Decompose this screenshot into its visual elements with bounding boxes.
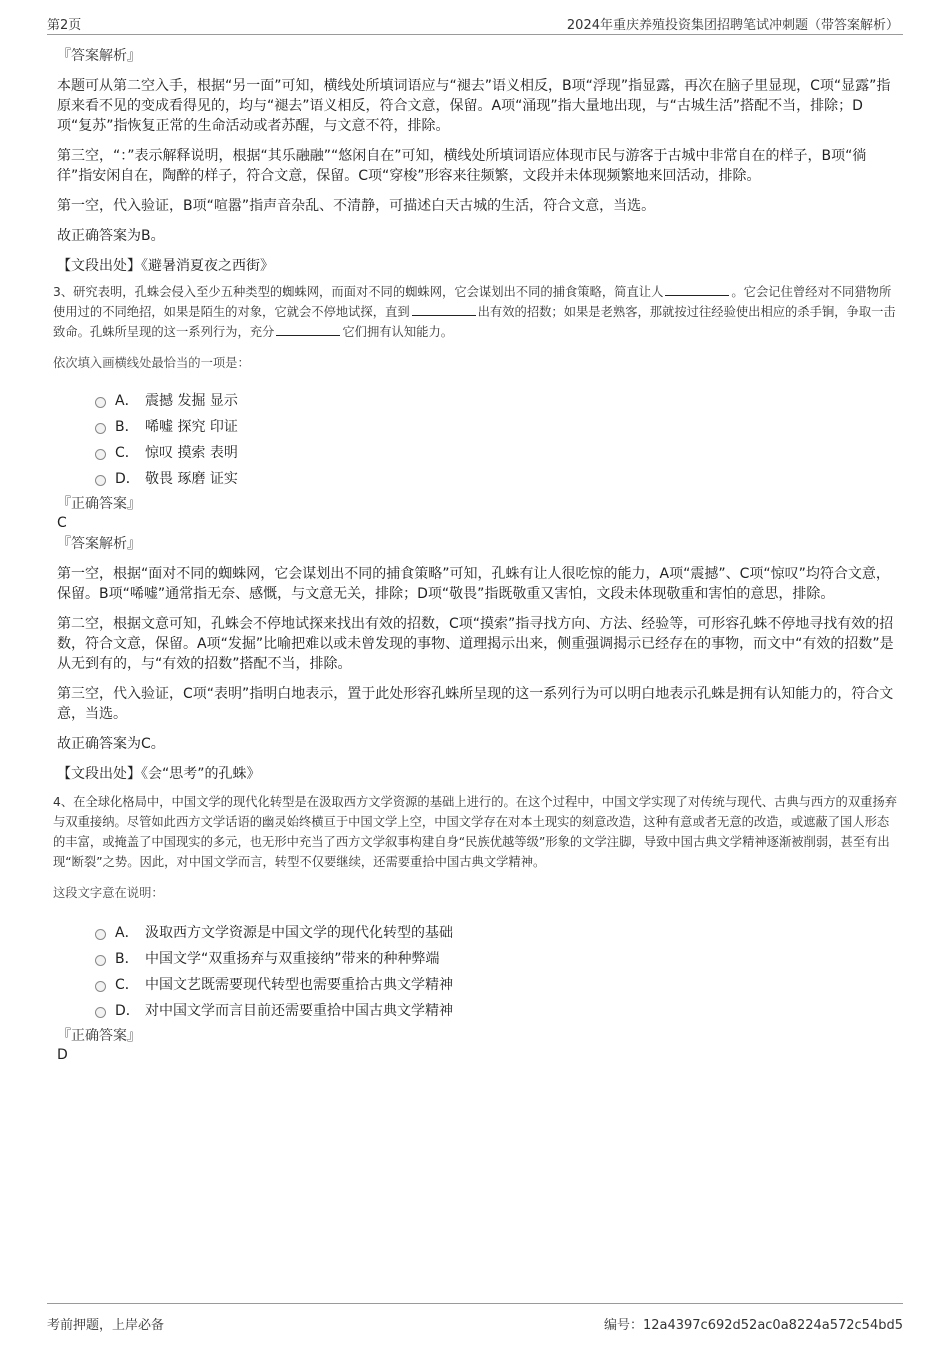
analysis-label: 『答案解析』	[57, 48, 141, 64]
option-b[interactable]: B． 中国文学“双重扬弃与双重接纳”带来的种种弊端	[95, 946, 897, 972]
document-body	[53, 46, 898, 1064]
correct-answer-label: 『正确答案』	[57, 1028, 141, 1044]
blank-3	[276, 323, 340, 336]
footer-slogan: 考前押题，上岸必备	[47, 1318, 165, 1333]
analysis-conclusion: 故正确答案为B。	[57, 228, 165, 244]
analysis-paragraph: 本题可从第二空入手，根据“另一面”可知，横线处所填词语应与“褪去”语义相反，B项“浮现”指显露，再次在脑子里显现，C项“显露”指原来看不见的变成看得见的，均与“褪去”语义相反，符合文意，保留。A项“涌现”指大量地出现，与“古城生活”搭配不当，排除；D项“复苏”指恢复正常的生命活动或者苏醒，与文意不符，排除。	[57, 78, 891, 134]
correct-answer: D	[57, 1047, 68, 1063]
question-3-options	[95, 388, 897, 492]
analysis-paragraph: 第一空，代入验证，B项“喧嚣”指声音杂乱、不清静，可描述白天古城的生活，符合文意，当选。	[57, 198, 656, 214]
analysis-paragraph: 第三空，“：”表示解释说明，根据“其乐融融”“悠闲自在”可知，横线处所填词语应体现市民与游客于古城中非常自在的样子，B项“徜徉”指安闲自在，陶醉的样子，符合文意，保留。C项“穿梭”形容来往频繁，文段并未体现频繁地来回活动，排除。	[57, 148, 867, 184]
analysis-paragraph: 第三空，代入验证，C项“表明”指明白地表示，置于此处形容孔蛛所呈现的这一系列行为可以明白地表示孔蛛是拥有认知能力的，符合文意，当选。	[57, 686, 894, 722]
radio-icon[interactable]	[95, 423, 106, 434]
radio-icon[interactable]	[95, 955, 106, 966]
option-c[interactable]: C． 中国文艺既需要现代转型也需要重拾古典文学精神	[95, 972, 897, 998]
page-footer	[47, 1303, 903, 1333]
source-citation: 【文段出处】《会“思考”的孔蛛》	[57, 766, 261, 782]
analysis-paragraph: 第二空，根据文意可知，孔蛛会不停地试探来找出有效的招数，C项“摸索”指寻找方向、方法、经验等，可形容孔蛛不停地寻找有效的招数，符合文意，保留。A项“发掘”比喻把难以或未曾发现的事物、道理揭示出来，侧重强调揭示已经存在的事物，而文中“有效的招数”是从无到有的，与“有效的招数”搭配不当，排除。	[57, 616, 894, 672]
option-b[interactable]: B． 唏嘘 探究 印证	[95, 414, 897, 440]
page-number: 第2页	[47, 18, 82, 33]
question-3-prompt: 依次填入画横线处最恰当的一项是：	[53, 356, 250, 370]
option-d[interactable]: D． 敬畏 琢磨 证实	[95, 466, 897, 492]
question-4-text: 4、在全球化格局中，中国文学的现代化转型是在汲取西方文学资源的基础上进行的。在这个过程中，中国文学实现了对传统与现代、古典与西方的双重扬弃与双重接纳。尽管如此西方文学话语的幽灵始终横亘于中国文学上空，中国文学存在对本土现实的刻意改造，这种有意或者无意的改造，或遮蔽了国人形态的丰富，或掩盖了中国现实的多元，也无形中充当了西方文学叙事构建自身“民族优越等级”形象的文学注脚，导致中国古典文学精神逐渐被削弱，甚至有出现“断裂”之势。因此，对中国文学而言，转型不仅要继续，还需要重拾中国古典文学精神。	[53, 795, 898, 869]
question-4-prompt: 这段文字意在说明：	[53, 886, 164, 900]
correct-answer-label: 『正确答案』	[57, 496, 141, 512]
document-title: 2024年重庆养殖投资集团招聘笔试冲刺题（带答案解析）	[566, 18, 899, 33]
page-header	[47, 14, 903, 35]
analysis-label: 『答案解析』	[57, 536, 141, 552]
blank-1	[665, 283, 729, 296]
document-id: 编号：12a4397c692d52ac0a8224a572c54bd5	[603, 1318, 903, 1333]
radio-icon[interactable]	[95, 1007, 106, 1018]
correct-answer: C	[57, 515, 67, 531]
radio-icon[interactable]	[95, 929, 106, 940]
radio-icon[interactable]	[95, 449, 106, 460]
radio-icon[interactable]	[95, 981, 106, 992]
option-a[interactable]: A． 震撼 发掘 显示	[95, 388, 897, 414]
option-c[interactable]: C． 惊叹 摸索 表明	[95, 440, 897, 466]
question-4-options	[95, 920, 897, 1024]
radio-icon[interactable]	[95, 475, 106, 486]
analysis-conclusion: 故正确答案为C。	[57, 736, 165, 752]
source-citation: 【文段出处】《避暑消夏夜之西街》	[57, 258, 274, 274]
blank-2	[412, 303, 476, 316]
option-a[interactable]: A． 汲取西方文学资源是中国文学的现代化转型的基础	[95, 920, 897, 946]
radio-icon[interactable]	[95, 397, 106, 408]
analysis-paragraph: 第一空，根据“面对不同的蜘蛛网，它会谋划出不同的捕食策略”可知，孔蛛有让人很吃惊的能力，A项“震撼”、C项“惊叹”均符合文意，保留。B项“唏嘘”通常指无奈、感慨，与文意无关，排除；D项“敬畏”指既敬重又害怕，文段未体现敬重和害怕的意思，排除。	[57, 566, 890, 602]
question-3-text: 3、研究表明，孔蛛会侵入至少五种类型的蜘蛛网，而面对不同的蜘蛛网，它会谋划出不同的捕食策略，简直让人 。它会记住曾经对不同猎物所使用过的不同绝招，如果是陌生的对象，它就会不停地试探，直到 出有效的招数；如果是老熟客，那就按过往经验使出相应的杀手锏，争取一击致命。孔蛛所呈现的这一系列行为，充分 它们拥有认知能力。	[53, 285, 896, 339]
option-d[interactable]: D． 对中国文学而言目前还需要重拾中国古典文学精神	[95, 998, 897, 1024]
